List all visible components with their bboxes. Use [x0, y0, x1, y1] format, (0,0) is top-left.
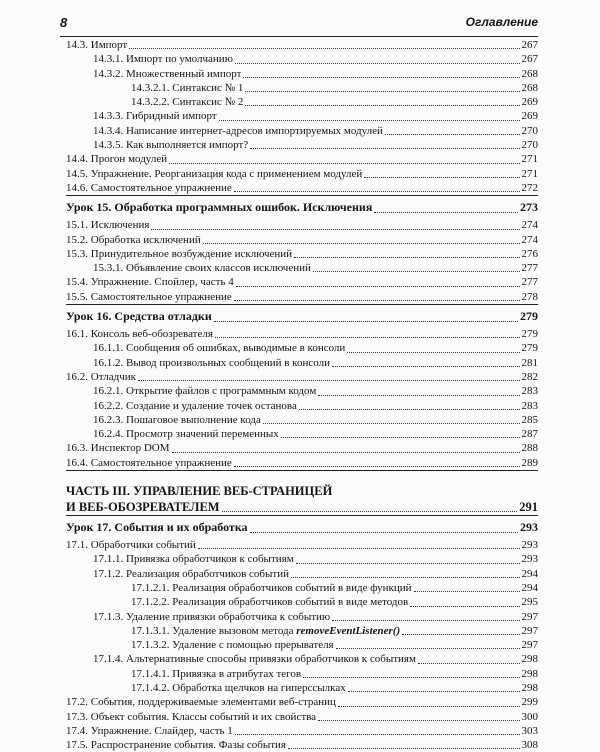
dot-leader [332, 616, 519, 621]
toc-entry [66, 538, 538, 552]
toc-page-number: 298 [521, 653, 538, 666]
toc-entry [66, 152, 538, 166]
toc-entry [66, 695, 538, 709]
toc-page-number: 293 [521, 553, 538, 566]
toc-page-number: 297 [521, 610, 538, 623]
dot-leader [318, 391, 519, 396]
dot-leader [348, 687, 520, 692]
toc-part-heading [66, 499, 538, 515]
page-number: 8 [60, 15, 68, 30]
toc-entry [66, 710, 538, 724]
toc-page-number: 282 [521, 370, 538, 383]
running-title: Оглавление [465, 15, 538, 29]
toc-entry [66, 327, 538, 341]
toc-page-number: 303 [521, 724, 538, 737]
toc-entry-title: 15.3. Принудительное возбуждение исключений [66, 247, 293, 260]
toc-entry-title: 15.5. Самостоятельное упражнение [66, 290, 232, 303]
toc-entry [66, 261, 538, 275]
toc-entry-title: 15.2. Обработка исключений [66, 233, 201, 246]
toc-page-number: 274 [521, 233, 538, 246]
toc-entry [66, 233, 538, 247]
dot-leader [364, 173, 519, 178]
toc-entry-title: 16.3. Инспектор DOM [66, 442, 170, 455]
toc-page-number: 298 [521, 681, 538, 694]
toc-entry [66, 681, 538, 695]
toc-entry-title: Урок 15. Обработка программных ошибок. Исключения [66, 200, 373, 215]
dot-leader [291, 573, 520, 578]
toc-entry-title: 16.2. Отладчик [66, 370, 136, 383]
dot-leader [336, 644, 520, 649]
dot-leader [235, 59, 520, 64]
toc-entry-title: 16.2.3. Пошаговое выполнение кода [93, 413, 261, 426]
toc-page-number: 283 [521, 399, 538, 412]
toc-page-number: 272 [521, 181, 538, 194]
toc-entry [66, 413, 538, 427]
dot-leader [313, 267, 520, 272]
toc-entry [66, 456, 538, 470]
toc-entry [66, 275, 538, 289]
toc-entry-title: 17.1.3.2. Удаление с помощью прерывателя [131, 639, 334, 652]
toc-entry-title: 17.1.4.1. Привязка в атрибутах тегов [131, 667, 302, 680]
toc-lesson-heading [66, 516, 538, 538]
dot-leader [250, 144, 519, 149]
toc-page-number: 294 [521, 567, 538, 580]
dot-leader [347, 348, 519, 353]
toc-entry-code: removeEventListener() [296, 624, 401, 637]
table-of-contents [66, 38, 538, 752]
dot-leader [169, 159, 519, 164]
dot-leader [234, 296, 520, 301]
toc-entry-title: 16.4. Самостоятельное упражнение [66, 456, 232, 469]
toc-page-number: 294 [521, 581, 538, 594]
toc-entry-title: 17.3. Объект события. Классы событий и их свойства [66, 710, 317, 723]
toc-page-number: 271 [521, 153, 538, 166]
page-header [60, 10, 538, 37]
dot-leader [214, 317, 518, 322]
toc-entry [66, 67, 538, 81]
toc-lesson-heading [66, 196, 538, 218]
toc-entry-title: 15.4. Упражнение. Спойлер, часть 4 [66, 276, 234, 289]
toc-page-number: 269 [521, 110, 538, 123]
toc-page-number: 273 [520, 200, 538, 215]
toc-entry [66, 356, 538, 370]
toc-entry [66, 290, 538, 304]
dot-leader [243, 73, 519, 78]
dot-leader [245, 87, 519, 92]
toc-page-number: 277 [521, 276, 538, 289]
toc-page-number: 291 [519, 500, 538, 515]
toc-entry [66, 567, 538, 581]
toc-page-number: 293 [521, 539, 538, 552]
toc-page-number: 270 [521, 124, 538, 137]
part-spacer [66, 471, 538, 483]
toc-entry-title: 14.3. Импорт [66, 39, 128, 51]
dot-leader [234, 462, 520, 467]
dot-leader [245, 101, 519, 106]
dot-leader [288, 744, 520, 749]
dot-leader [374, 208, 518, 213]
toc-entry-title: 14.3.2.2. Синтаксис № 2 [131, 96, 244, 109]
toc-page-number: 288 [521, 442, 538, 455]
toc-entry [66, 181, 538, 195]
toc-entry [66, 384, 538, 398]
toc-entry-title: 17.1.3.1. Удаление вызовом метода removeEventListener() [131, 624, 401, 637]
toc-page-number: 295 [521, 596, 538, 609]
toc-entry-title: 17.1.1. Привязка обработчиков к событиям [93, 553, 294, 566]
dot-leader [402, 630, 519, 635]
toc-entry-title: 17.1.2.1. Реализация обработчиков событий в виде функций [131, 581, 412, 594]
dot-leader [172, 448, 520, 453]
toc-page-number: 274 [521, 219, 538, 232]
toc-page-number: 281 [521, 356, 538, 369]
toc-page-number: 297 [521, 639, 538, 652]
dot-leader [203, 239, 520, 244]
toc-entry [66, 370, 538, 384]
dot-leader [129, 44, 519, 49]
dot-leader [281, 433, 520, 438]
dot-leader [303, 673, 519, 678]
toc-page-number: 308 [521, 739, 538, 752]
toc-entry [66, 81, 538, 95]
toc-entry [66, 399, 538, 413]
dot-leader [385, 130, 520, 135]
toc-entry-title: Урок 16. Средства отладки [66, 309, 212, 324]
dot-leader [138, 376, 520, 381]
toc-entry [66, 581, 538, 595]
toc-entry [66, 441, 538, 455]
toc-page-number: 277 [521, 262, 538, 275]
toc-entry [66, 624, 538, 638]
toc-entry [66, 341, 538, 355]
toc-entry-title: 16.1.1. Сообщения об ошибках, выводимые в консоли [93, 342, 346, 355]
toc-entry-title: 17.2. События, поддерживаемые элементами веб-страниц [66, 696, 336, 709]
toc-page-number: 268 [521, 81, 538, 94]
dot-leader [215, 333, 520, 338]
toc-part-heading [66, 483, 538, 499]
toc-entry-title: 14.3.3. Гибридный импорт [93, 110, 217, 123]
toc-entry-title: 15.1. Исключения [66, 219, 150, 232]
toc-entry [66, 109, 538, 123]
toc-entry [66, 667, 538, 681]
dot-leader [219, 116, 520, 121]
toc-entry-title: И ВЕБ-ОБОЗРЕВАТЕЛЕМ [66, 500, 220, 515]
toc-page-number: 287 [521, 428, 538, 441]
toc-page-number: 297 [521, 624, 538, 637]
toc-page-number: 283 [521, 385, 538, 398]
dot-leader [236, 282, 520, 287]
toc-entry-title: 14.3.1. Импорт по умолчанию [93, 53, 233, 66]
toc-entry-title: 16.2.1. Открытие файлов с программным кодом [93, 385, 317, 398]
dot-leader [296, 559, 520, 564]
toc-entry-title: 14.3.4. Написание интернет-адресов импортируемых модулей [93, 124, 383, 137]
toc-entry [66, 52, 538, 66]
toc-lesson-heading [66, 305, 538, 327]
dot-leader [410, 602, 519, 607]
toc-page-number: 269 [521, 96, 538, 109]
toc-entry-title: 17.5. Распространение события. Фазы события [66, 739, 286, 752]
dot-leader [250, 528, 518, 533]
dot-leader [299, 405, 520, 410]
dot-leader [414, 587, 520, 592]
toc-entry-title: 17.4. Упражнение. Слайдер, часть 1 [66, 724, 233, 737]
toc-page-number: 268 [521, 67, 538, 80]
toc-page-number: 285 [521, 413, 538, 426]
toc-entry-title: 17.1.2.2. Реализация обработчиков событий в виде методов [131, 596, 409, 609]
toc-page-number: 271 [521, 167, 538, 180]
toc-page-number: 278 [521, 290, 538, 303]
toc-page-number: 276 [521, 247, 538, 260]
dot-leader [318, 716, 519, 721]
toc-entry [66, 595, 538, 609]
toc-entry [66, 95, 538, 109]
toc-page-number: 279 [521, 328, 538, 341]
toc-page-number: 298 [521, 667, 538, 680]
toc-entry-title: 14.3.2. Множественный импорт [93, 67, 242, 80]
toc-page-number: 289 [521, 456, 538, 469]
toc-entry-title: 14.3.5. Как выполняется импорт? [93, 139, 249, 152]
toc-entry-title: 17.1. Обработчики событий [66, 539, 196, 552]
dot-leader [263, 419, 520, 424]
dot-leader [338, 702, 520, 707]
dot-leader [235, 730, 520, 735]
dot-leader [151, 225, 519, 230]
toc-page-number: 300 [521, 710, 538, 723]
toc-entry-title: 16.2.4. Просмотр значений переменных [93, 428, 279, 441]
toc-page-number: 270 [521, 139, 538, 152]
toc-entry-title: 17.1.2. Реализация обработчиков событий [93, 567, 289, 580]
toc-entry [66, 138, 538, 152]
dot-leader [222, 507, 518, 512]
toc-page-number: 293 [520, 520, 538, 535]
toc-entry-title: 14.4. Прогон модулей [66, 153, 168, 166]
toc-entry-title: 16.2.2. Создание и удаление точек останова [93, 399, 297, 412]
toc-page-number: 267 [521, 39, 538, 51]
toc-entry [66, 427, 538, 441]
toc-entry [66, 167, 538, 181]
toc-entry [66, 610, 538, 624]
toc-entry-title: 14.5. Упражнение. Реорганизация кода с применением модулей [66, 167, 363, 180]
toc-entry [66, 638, 538, 652]
toc-entry-title: Урок 17. События и их обработка [66, 520, 248, 535]
toc-entry [66, 652, 538, 666]
toc-page-number: 279 [520, 309, 538, 324]
toc-entry [66, 124, 538, 138]
toc-entry-title: 17.1.3. Удаление привязки обработчика к событию [93, 610, 331, 623]
toc-entry-title: 17.1.4. Альтернативные способы привязки обработчиков к событиям [93, 653, 416, 666]
toc-entry-title: 14.3.2.1. Синтаксис № 1 [131, 81, 244, 94]
toc-page-number: 279 [521, 342, 538, 355]
dot-leader [332, 362, 520, 367]
toc-entry-title: 16.1.2. Вывод произвольных сообщений в консоли [93, 356, 330, 369]
dot-leader [418, 659, 520, 664]
dot-leader [234, 187, 520, 192]
toc-entry-title: 16.1. Консоль веб-обозревателя [66, 328, 213, 341]
toc-page-number: 299 [521, 696, 538, 709]
toc-entry-title: 15.3.1. Объявление своих классов исключений [93, 262, 311, 275]
toc-entry [66, 247, 538, 261]
toc-entry-title: 14.6. Самостоятельное упражнение [66, 181, 232, 194]
dot-leader [294, 253, 519, 258]
toc-entry-title: ЧАСТЬ III. УПРАВЛЕНИЕ ВЕБ-СТРАНИЦЕЙ [66, 484, 333, 499]
toc-entry [66, 38, 538, 52]
dot-leader [198, 544, 520, 549]
toc-entry [66, 552, 538, 566]
toc-entry-title: 17.1.4.2. Обработка щелчков на гиперссылках [131, 681, 346, 694]
toc-entry [66, 724, 538, 738]
toc-entry [66, 218, 538, 232]
toc-page-number: 267 [521, 53, 538, 66]
